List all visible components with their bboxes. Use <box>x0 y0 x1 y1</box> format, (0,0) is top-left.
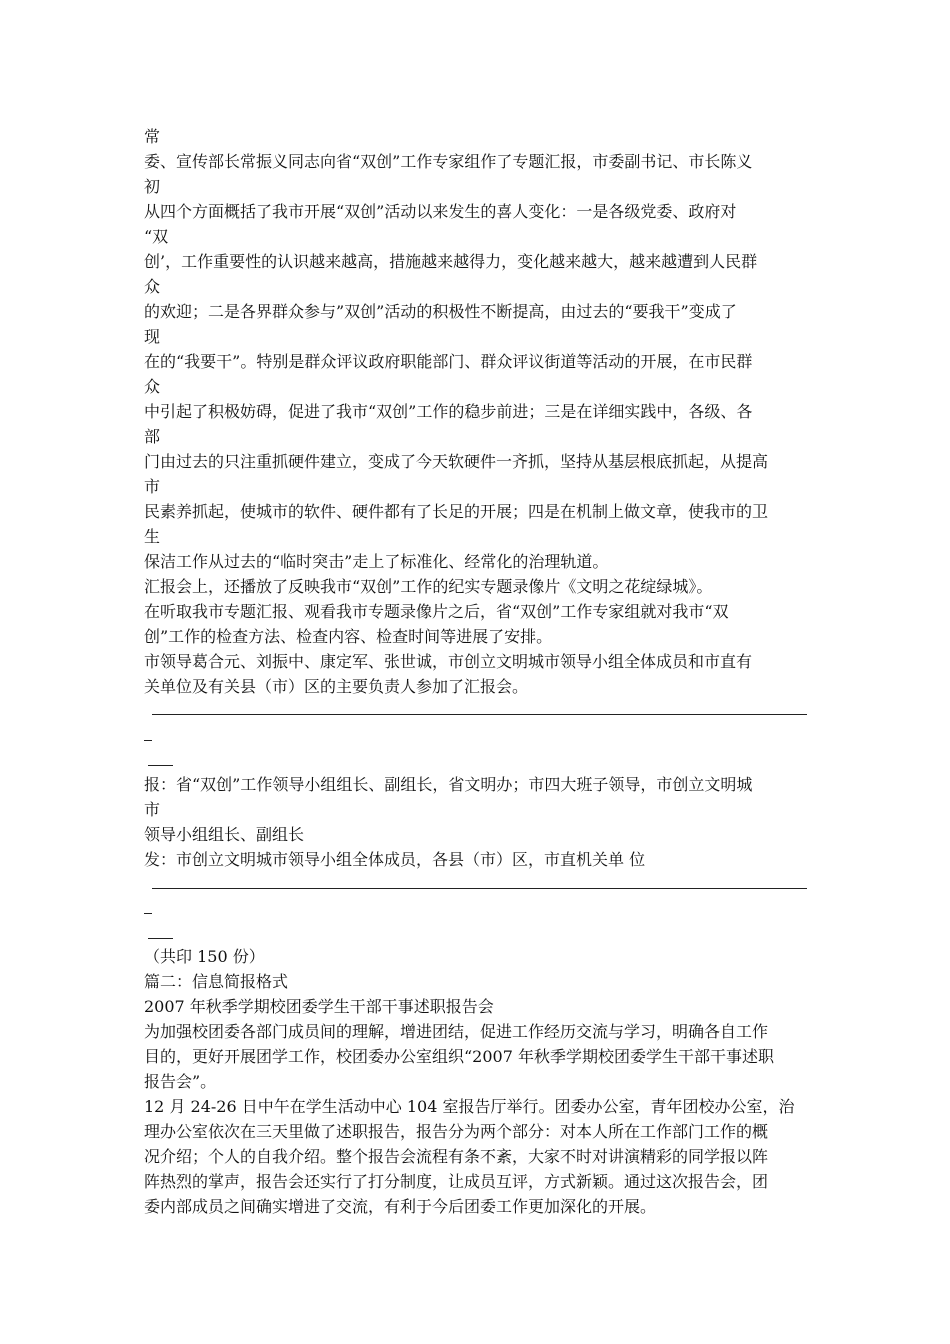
text-line: 的欢迎；二是各界群众参与”双创”活动的积极性不断提高，由过去的“要我干”变成了 <box>144 302 737 321</box>
text-line: 市领导葛合元、刘振中、康定军、张世诚，市创立文明城市领导小组全体成员和市直有 <box>144 652 753 671</box>
separator-stub <box>148 765 173 766</box>
separator-rule <box>152 888 807 889</box>
text-line: 众 <box>144 377 161 396</box>
text-line: 在听取我市专题汇报、观看我市专题录像片之后，省“双创”工作专家组就对我市“双 <box>144 602 729 621</box>
text-line: 从四个方面概括了我市开展“双创”活动以来发生的喜人变化：一是各级党委、政府对 <box>144 202 737 221</box>
separator-stub <box>144 740 152 741</box>
text-line: 况介绍；个人的自我介绍。整个报告会流程有条不紊，大家不时对讲演精彩的同学报以阵 <box>144 1147 769 1166</box>
section-title: 篇二：信息简报格式 <box>144 972 289 991</box>
text-line: 为加强校团委各部门成员间的理解，增进团结，促进工作经历交流与学习，明确各自工作 <box>144 1022 769 1041</box>
text-line: 理办公室依次在三天里做了述职报告，报告分为两个部分：对本人所在工作部门工作的概 <box>144 1122 769 1141</box>
text-line: 初 <box>144 177 161 196</box>
report-to-line: 报：省“双创”工作领导小组组长、副组长，省文明办；市四大班子领导，市创立文明城 <box>144 775 753 794</box>
text-line: “双 <box>144 227 169 246</box>
send-to-line: 发：市创立文明城市领导小组全体成员，各县（市）区，市直机关单 位 <box>144 850 646 869</box>
text-line: 生 <box>144 527 161 546</box>
section-subtitle: 2007 年秋季学期校团委学生干部干事述职报告会 <box>144 997 494 1016</box>
text-line: 部 <box>144 427 161 446</box>
text-line: 市 <box>144 477 161 496</box>
text-line: 目的，更好开展团学工作，校团委办公室组织“2007 年秋季学期校团委学生干部干事述职 <box>144 1047 774 1066</box>
text-line: 关单位及有关县（市）区的主要负责人参加了汇报会。 <box>144 677 529 696</box>
text-line: 报告会”。 <box>144 1072 217 1091</box>
separator-stub <box>148 938 173 939</box>
report-to-line: 领导小组组长、副组长 <box>144 825 305 844</box>
separator-stub <box>144 913 152 914</box>
text-line: 门由过去的只注重抓硬件建立，变成了今天软硬件一齐抓，坚持从基层根底抓起，从提高 <box>144 452 769 471</box>
text-line: 现 <box>144 327 161 346</box>
separator-rule <box>152 714 807 715</box>
text-line: 常 <box>144 127 161 146</box>
text-line: 12 月 24-26 日中午在学生活动中心 104 室报告厅举行。团委办公室，青年团校办公室，治 <box>144 1097 795 1116</box>
text-line: 委内部成员之间确实增进了交流，有利于今后团委工作更加深化的开展。 <box>144 1197 657 1216</box>
report-to-line: 市 <box>144 800 161 819</box>
text-line: 委、宣传部长常振义同志向省“双创”工作专家组作了专题汇报，市委副书记、市长陈义 <box>144 152 753 171</box>
text-line: 在的“我要干”。特别是群众评议政府职能部门、群众评议街道等活动的开展，在市民群 <box>144 352 753 371</box>
text-line: 众 <box>144 277 161 296</box>
text-line: 保洁工作从过去的“临时突击”走上了标准化、经常化的治理轨道。 <box>144 552 609 571</box>
text-line: 阵热烈的掌声，报告会还实行了打分制度，让成员互评，方式新颖。通过这次报告会，团 <box>144 1172 769 1191</box>
text-line: 创’，工作重要性的认识越来越高，措施越来越得力，变化越来越大，越来越遭到人民群 <box>144 252 758 271</box>
text-line: 汇报会上，还播放了反映我市“双创”工作的纪实专题录像片《文明之花绽绿城》。 <box>144 577 713 596</box>
print-count: （共印 150 份） <box>144 947 265 966</box>
text-line: 创”工作的检查方法、检查内容、检查时间等进展了安排。 <box>144 627 553 646</box>
text-line: 民素养抓起，使城市的软件、硬件都有了长足的开展；四是在机制上做文章，使我市的卫 <box>144 502 769 521</box>
text-line: 中引起了积极妨碍，促进了我市“双创”工作的稳步前进；三是在详细实践中，各级、各 <box>144 402 753 421</box>
